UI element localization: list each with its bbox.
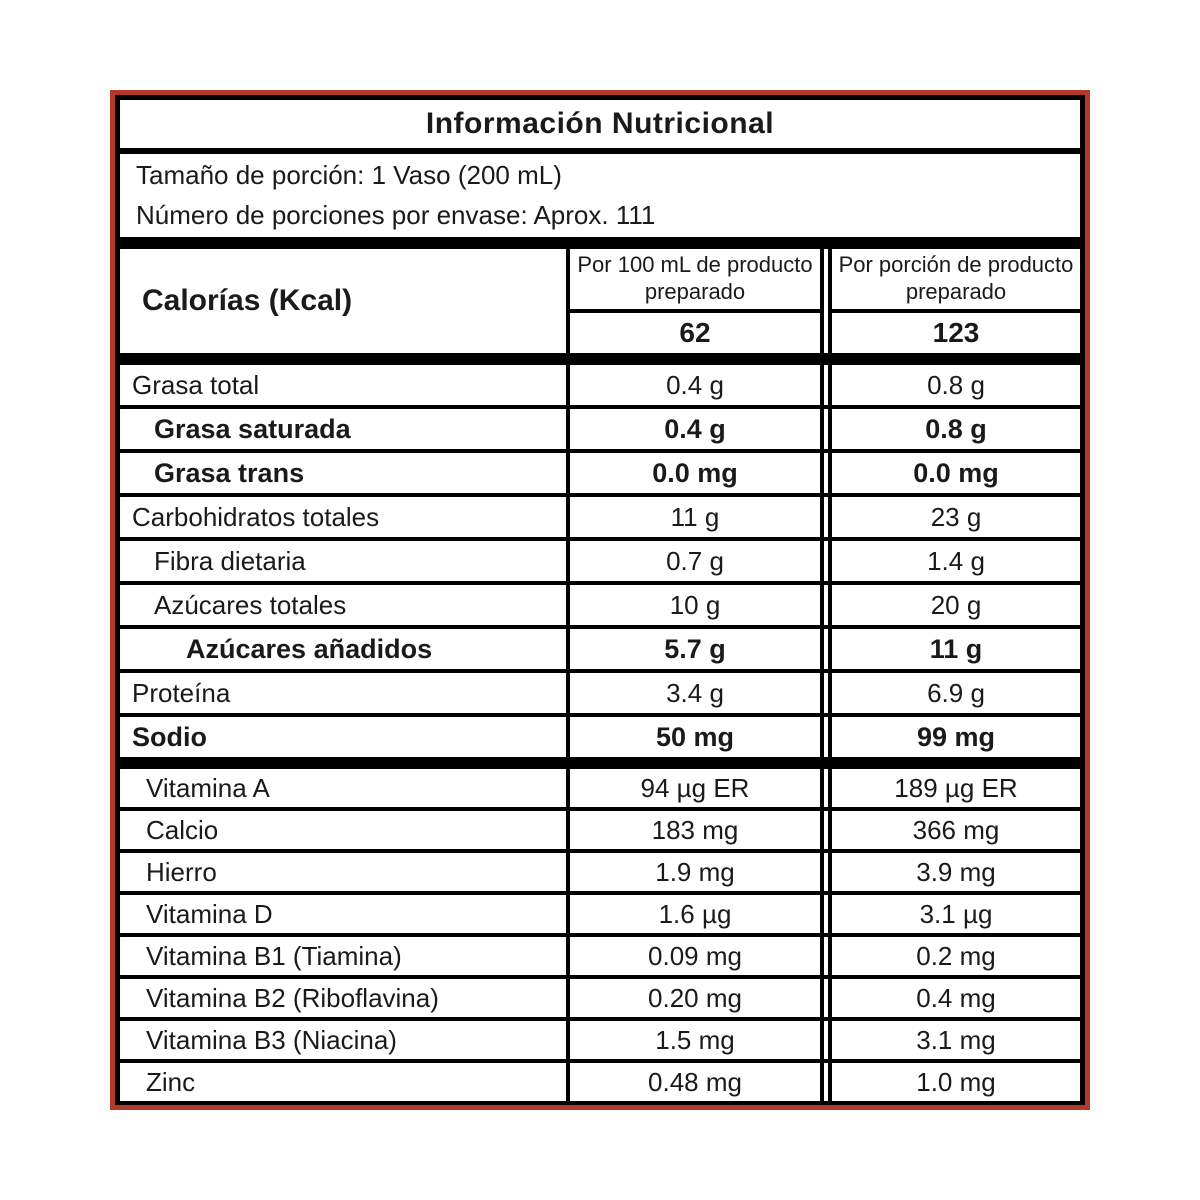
- column-divider: [824, 453, 828, 493]
- column-per-100ml: [570, 249, 820, 353]
- column-divider: [824, 541, 828, 581]
- nutrient-value-per-serving: 366 mg: [832, 811, 1080, 849]
- column-divider: [824, 585, 828, 625]
- nutrient-value-per-100ml: 1.6 µg: [570, 895, 820, 933]
- table-row: [120, 895, 1080, 933]
- nutrient-value-per-100ml: 10 g: [570, 585, 820, 625]
- nutrient-value-per-100ml: 1.5 mg: [570, 1021, 820, 1059]
- column-divider: [824, 409, 828, 449]
- column-divider: [824, 979, 828, 1017]
- column-divider: [824, 497, 828, 537]
- column-divider: [824, 629, 828, 669]
- nutrition-table: [115, 95, 1085, 1105]
- table-row: [120, 769, 1080, 807]
- nutrient-value-per-serving: 20 g: [832, 585, 1080, 625]
- nutrient-label: Zinc: [120, 1063, 566, 1101]
- section-divider: [120, 757, 1080, 769]
- calories-value-per-100ml: 62: [570, 313, 820, 353]
- table-row: [120, 629, 1080, 669]
- table-row: [120, 585, 1080, 625]
- page-title: Información Nutricional: [120, 100, 1080, 148]
- nutrient-label: Grasa trans: [120, 453, 566, 493]
- column-divider: [824, 365, 828, 405]
- nutrient-value-per-serving: 189 µg ER: [832, 769, 1080, 807]
- table-row: [120, 1063, 1080, 1101]
- nutrient-label: Grasa saturada: [120, 409, 566, 449]
- column-divider: [824, 1063, 828, 1101]
- nutrient-value-per-serving: 1.4 g: [832, 541, 1080, 581]
- column-divider: [824, 249, 828, 353]
- column-header-per-serving: Por porción de producto preparado: [832, 249, 1080, 309]
- nutrient-value-per-serving: 0.2 mg: [832, 937, 1080, 975]
- table-row: [120, 811, 1080, 849]
- nutrient-label: Vitamina B3 (Niacina): [120, 1021, 566, 1059]
- column-header-per-100ml: Por 100 mL de producto preparado: [570, 249, 820, 309]
- serving-size: Tamaño de porción: 1 Vaso (200 mL): [136, 160, 562, 190]
- table-row: [120, 853, 1080, 891]
- table-row: [120, 673, 1080, 713]
- macronutrients-table: [120, 365, 1080, 757]
- table-row: [120, 541, 1080, 581]
- column-divider: [824, 769, 828, 807]
- nutrient-value-per-serving: 0.4 mg: [832, 979, 1080, 1017]
- nutrient-value-per-100ml: 94 µg ER: [570, 769, 820, 807]
- calories-value-per-serving: 123: [832, 313, 1080, 353]
- nutrient-label: Grasa total: [120, 365, 566, 405]
- servings-per-container: Número de porciones por envase: Aprox. 111: [136, 200, 656, 230]
- nutrient-value-per-serving: 0.0 mg: [832, 453, 1080, 493]
- nutrition-label: [110, 90, 1090, 1110]
- nutrient-label: Azúcares añadidos: [120, 629, 566, 669]
- nutrient-value-per-100ml: 0.09 mg: [570, 937, 820, 975]
- table-row: [120, 717, 1080, 757]
- nutrient-label: Sodio: [120, 717, 566, 757]
- nutrient-value-per-100ml: 0.48 mg: [570, 1063, 820, 1101]
- nutrient-value-per-serving: 1.0 mg: [832, 1063, 1080, 1101]
- nutrient-value-per-100ml: 0.0 mg: [570, 453, 820, 493]
- column-divider: [824, 673, 828, 713]
- column-divider: [824, 895, 828, 933]
- table-row: [120, 937, 1080, 975]
- nutrient-value-per-100ml: 50 mg: [570, 717, 820, 757]
- nutrient-value-per-serving: 0.8 g: [832, 409, 1080, 449]
- nutrient-value-per-100ml: 183 mg: [570, 811, 820, 849]
- micronutrients-table: [120, 769, 1080, 1101]
- nutrient-value-per-100ml: 5.7 g: [570, 629, 820, 669]
- nutrient-value-per-serving: 11 g: [832, 629, 1080, 669]
- table-row: [120, 409, 1080, 449]
- column-divider: [824, 937, 828, 975]
- nutrient-value-per-100ml: 0.7 g: [570, 541, 820, 581]
- calories-section: [120, 249, 1080, 353]
- nutrient-value-per-serving: 99 mg: [832, 717, 1080, 757]
- column-divider: [824, 1021, 828, 1059]
- nutrient-value-per-serving: 0.8 g: [832, 365, 1080, 405]
- serving-info: [120, 154, 1080, 237]
- nutrient-label: Vitamina D: [120, 895, 566, 933]
- nutrient-label: Vitamina B2 (Riboflavina): [120, 979, 566, 1017]
- nutrient-value-per-100ml: 1.9 mg: [570, 853, 820, 891]
- nutrient-value-per-serving: 6.9 g: [832, 673, 1080, 713]
- nutrient-value-per-serving: 3.9 mg: [832, 853, 1080, 891]
- nutrient-label: Proteína: [120, 673, 566, 713]
- column-divider: [824, 717, 828, 757]
- calories-label: Calorías (Kcal): [120, 249, 566, 353]
- table-row: [120, 497, 1080, 537]
- section-divider: [120, 237, 1080, 249]
- nutrient-value-per-100ml: 3.4 g: [570, 673, 820, 713]
- nutrient-value-per-100ml: 0.20 mg: [570, 979, 820, 1017]
- nutrient-label: Fibra dietaria: [120, 541, 566, 581]
- column-divider: [824, 811, 828, 849]
- nutrient-label: Vitamina B1 (Tiamina): [120, 937, 566, 975]
- table-row: [120, 1021, 1080, 1059]
- nutrient-value-per-100ml: 0.4 g: [570, 365, 820, 405]
- nutrient-label: Carbohidratos totales: [120, 497, 566, 537]
- nutrient-label: Azúcares totales: [120, 585, 566, 625]
- nutrient-value-per-serving: 23 g: [832, 497, 1080, 537]
- nutrient-label: Vitamina A: [120, 769, 566, 807]
- nutrient-value-per-serving: 3.1 mg: [832, 1021, 1080, 1059]
- section-divider: [120, 353, 1080, 365]
- nutrient-label: Hierro: [120, 853, 566, 891]
- nutrient-label: Calcio: [120, 811, 566, 849]
- table-row: [120, 365, 1080, 405]
- column-per-serving: [832, 249, 1080, 353]
- table-row: [120, 453, 1080, 493]
- nutrient-value-per-serving: 3.1 µg: [832, 895, 1080, 933]
- nutrient-value-per-100ml: 0.4 g: [570, 409, 820, 449]
- table-row: [120, 979, 1080, 1017]
- nutrient-value-per-100ml: 11 g: [570, 497, 820, 537]
- column-divider: [824, 853, 828, 891]
